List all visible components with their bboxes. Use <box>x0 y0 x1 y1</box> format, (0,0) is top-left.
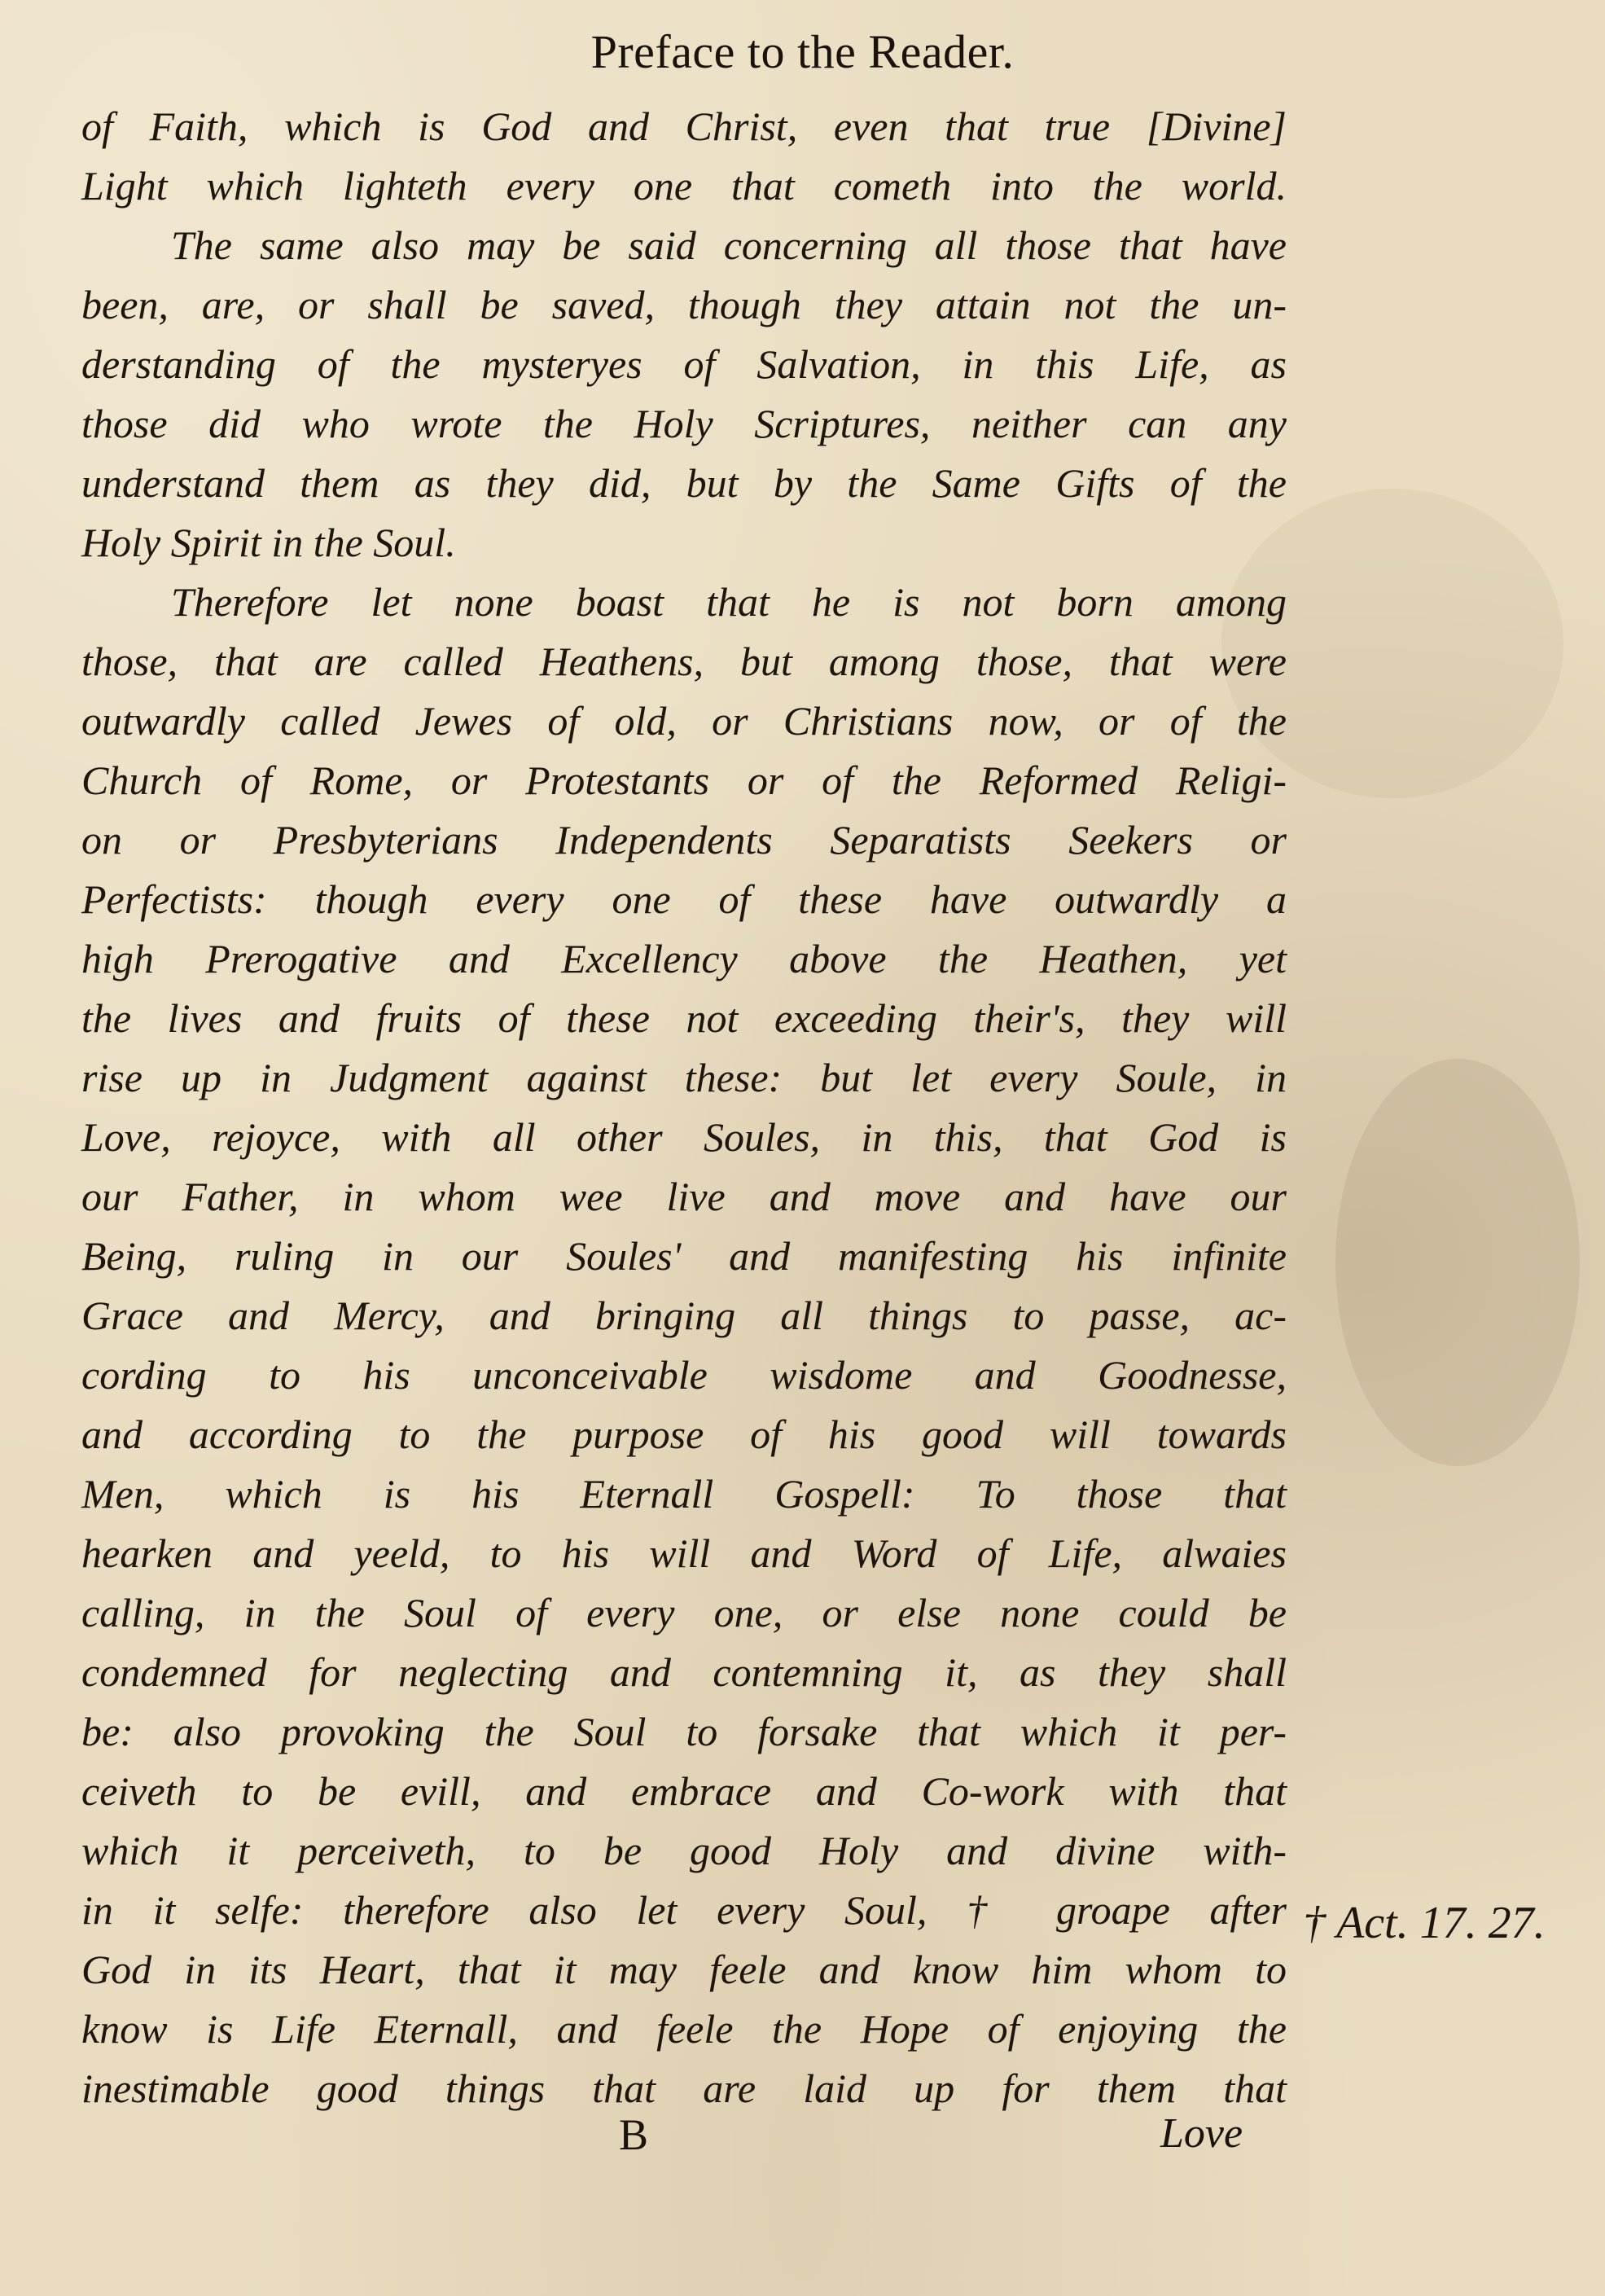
signature-mark: B <box>619 2110 649 2159</box>
text-line: cording to his unconceivable wisdome and Goodnesse, <box>81 1352 1287 1398</box>
text-line: those did who wrote the Holy Scriptures, neither can any <box>81 401 1287 446</box>
text-line: and according to the purpose of his good will towards <box>81 1411 1287 1457</box>
text-line: Perfectists: though every one of these have outwardly a <box>81 876 1287 922</box>
text-line: the lives and fruits of these not exceeding their's, they will <box>81 995 1287 1041</box>
catchword: Love <box>1160 2110 1243 2157</box>
text-line: Men, which is his Eternall Gospell: To those that <box>81 1471 1287 1517</box>
text-line: of Faith, which is God and Christ, even that true [Divine] <box>81 103 1287 149</box>
text-line: calling, in the Soul of every one, or else none could be <box>81 1590 1287 1635</box>
text-line: Therefore let none boast that he is not born among <box>171 579 1287 625</box>
text-line: Love, rejoyce, with all other Soules, in this, that God is <box>81 1114 1287 1160</box>
text-line: in it selfe: therefore also let every Soul, † groape after <box>81 1887 1287 1933</box>
text-line: ceiveth to be evill, and embrace and Co-work with that <box>81 1768 1287 1814</box>
running-head: Preface to the Reader. <box>590 25 1015 78</box>
text-line: outwardly called Jewes of old, or Christians now, or of the <box>81 698 1287 744</box>
text-line: been, are, or shall be saved, though they attain not the un- <box>81 282 1287 327</box>
text-line: Being, ruling in our Soules' and manifesting his infinite <box>81 1233 1287 1279</box>
text-line: God in its Heart, that it may feele and know him whom to <box>81 1947 1287 1992</box>
text-line: be: also provoking the Soul to forsake that which it per- <box>81 1709 1287 1754</box>
text-line: The same also may be said concerning all those that have <box>171 222 1287 268</box>
text-line: rise up in Judgment against these: but let every Soule, in <box>81 1055 1287 1100</box>
text-line: on or Presbyterians Independents Separatists Seekers or <box>81 817 1287 863</box>
text-line: Church of Rome, or Protestants or of the Reformed Religi- <box>81 757 1287 803</box>
text-line: Holy Spirit in the Soul. <box>81 520 456 565</box>
text-line: which it perceiveth, to be good Holy and divine with- <box>81 1828 1287 1873</box>
text-line: those, that are called Heathens, but among those, that were <box>81 639 1287 684</box>
text-line: Light which lighteth every one that cometh into the world. <box>81 163 1287 209</box>
margin-note: † Act. 17. 27. <box>1303 1898 1546 1948</box>
text-line: our Father, in whom wee live and move and have our <box>81 1174 1287 1219</box>
text-line: high Prerogative and Excellency above the Heathen, yet <box>81 936 1287 981</box>
paper-stain <box>1335 1059 1580 1466</box>
text-line: know is Life Eternall, and feele the Hope of enjoying the <box>81 2006 1287 2052</box>
text-line: Grace and Mercy, and bringing all things to passe, ac- <box>81 1293 1287 1338</box>
text-line: derstanding of the mysteryes of Salvation, in this Life, as <box>81 341 1287 387</box>
text-line: condemned for neglecting and contemning it, as they shall <box>81 1649 1287 1695</box>
text-line: understand them as they did, but by the Same Gifts of the <box>81 460 1287 506</box>
text-line: hearken and yeeld, to his will and Word of Life, alwaies <box>81 1530 1287 1576</box>
text-line: inestimable good things that are laid up for them that <box>81 2066 1287 2111</box>
